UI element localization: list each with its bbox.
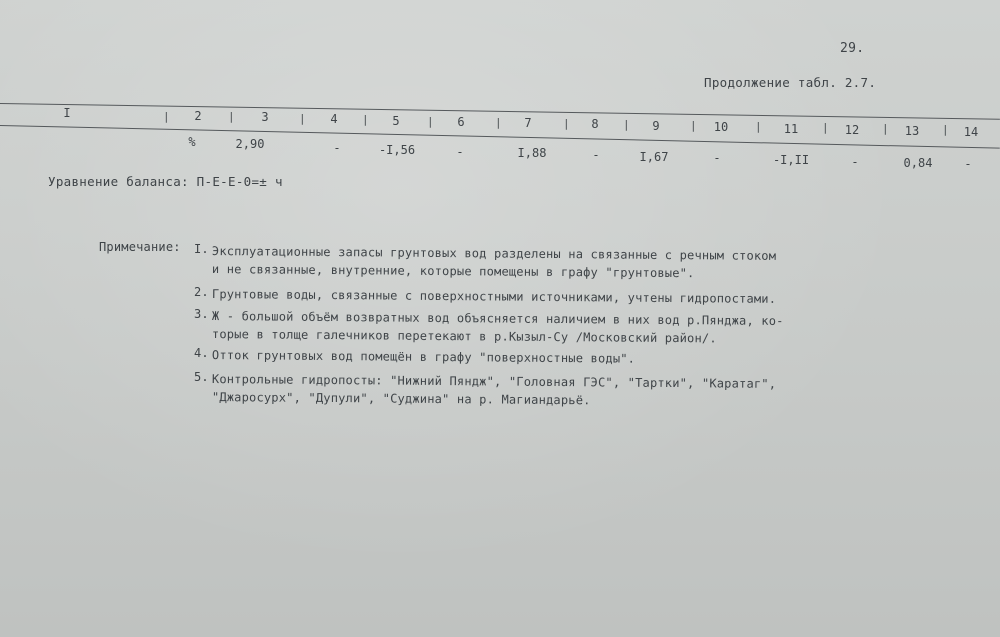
column-separator: | bbox=[623, 118, 630, 131]
column-number: 7 bbox=[524, 116, 532, 130]
column-separator: | bbox=[163, 110, 170, 123]
column-separator: | bbox=[822, 121, 829, 134]
table-cell: - bbox=[333, 141, 341, 155]
note-line: Контрольные гидропосты: "Нижний Пяндж", "Головная ГЭС", "Тартки", "Каратаг", bbox=[211, 372, 777, 391]
column-number: 12 bbox=[844, 123, 860, 137]
column-number: 4 bbox=[330, 112, 338, 126]
note-number: 2. bbox=[194, 285, 209, 299]
table-cell: -I,56 bbox=[378, 143, 416, 157]
table-cell: - bbox=[592, 148, 600, 162]
column-number: 8 bbox=[591, 117, 599, 131]
column-number: 3 bbox=[261, 110, 269, 124]
note-number: 5. bbox=[194, 370, 209, 384]
note-line: Грунтовые воды, связанные с поверхностными источниками, учтены гидропостами. bbox=[211, 287, 777, 306]
column-separator: | bbox=[690, 119, 697, 132]
table-cell: 0,84 bbox=[903, 156, 933, 170]
column-number: 13 bbox=[904, 124, 920, 138]
column-separator: | bbox=[755, 120, 762, 133]
column-number: 2 bbox=[194, 109, 202, 123]
column-separator: | bbox=[427, 115, 434, 128]
note-line: Эксплуатационные запасы грунтовых вод разделены на связанные с речным стоком bbox=[211, 244, 777, 263]
note-line: торые в толще галечников перетекают в р.Кызыл-Су /Московский район/. bbox=[211, 327, 717, 346]
note-number: I. bbox=[194, 242, 209, 256]
column-separator: | bbox=[228, 110, 235, 123]
balance-equation: Уравнение баланса: П-Е-Е-0=± ч bbox=[48, 174, 283, 189]
column-number: 11 bbox=[783, 122, 799, 136]
column-separator: | bbox=[882, 122, 889, 135]
column-number: 9 bbox=[652, 119, 660, 133]
table-continuation-caption: Продолжение табл. 2.7. bbox=[704, 75, 877, 90]
table-cell: - bbox=[713, 151, 721, 165]
notes-label: Примечание: bbox=[99, 240, 181, 254]
table-cell: I,67 bbox=[639, 150, 669, 164]
column-number: I bbox=[63, 106, 71, 120]
column-separator: | bbox=[495, 116, 502, 129]
table-cell: I,88 bbox=[517, 146, 547, 160]
table-cell: - bbox=[456, 145, 464, 159]
table-cell: -I,II bbox=[772, 153, 810, 167]
table-cell: - bbox=[851, 155, 859, 169]
column-number: 14 bbox=[963, 125, 979, 139]
column-separator: | bbox=[299, 112, 306, 125]
table-cell-unit: % bbox=[188, 135, 196, 149]
note-number: 4. bbox=[194, 346, 209, 360]
column-separator: | bbox=[563, 117, 570, 130]
note-line: и не связанные, внутренние, которые помещены в графу "грунтовые". bbox=[211, 262, 695, 281]
note-number: 3. bbox=[194, 307, 209, 321]
column-separator: | bbox=[942, 123, 949, 136]
page-number: 29. bbox=[840, 41, 865, 56]
note-line: Ж - большой объём возвратных вод объясняется наличием в них вод р.Пянджа, ко- bbox=[211, 309, 784, 328]
column-number: 5 bbox=[392, 114, 400, 128]
column-number: 10 bbox=[713, 120, 729, 134]
column-separator: | bbox=[362, 113, 369, 126]
note-line: "Джаросурх", "Дупули", "Суджина" на р. Магиандарьё. bbox=[211, 390, 591, 408]
table-cell: 2,90 bbox=[235, 137, 265, 151]
note-line: Отток грунтовых вод помещён в графу "поверхностные воды". bbox=[211, 348, 636, 366]
table-cell: - bbox=[964, 157, 972, 171]
column-number: 6 bbox=[457, 115, 465, 129]
